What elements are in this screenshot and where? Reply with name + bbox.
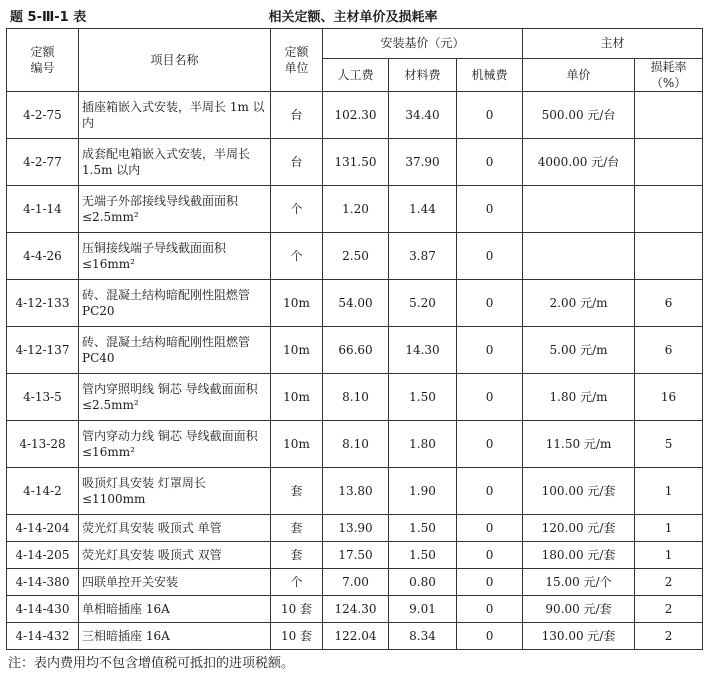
table-row — [7, 374, 703, 421]
material-cell: 1.50 — [389, 542, 457, 569]
labor-cell: 124.30 — [323, 596, 389, 623]
material-cell: 1.44 — [389, 186, 457, 233]
machine-cell: 0 — [457, 374, 523, 421]
code-cell: 4-14-432 — [7, 623, 79, 650]
name-cell: 无端子外部接线导线截面面积≤2.5mm² — [79, 186, 271, 233]
machine-cell: 0 — [457, 569, 523, 596]
material-cell: 1.80 — [389, 421, 457, 468]
loss-cell: 16 — [635, 374, 703, 421]
machine-cell: 0 — [457, 421, 523, 468]
loss-cell: 2 — [635, 596, 703, 623]
loss-cell: 6 — [635, 280, 703, 327]
loss-cell: 6 — [635, 327, 703, 374]
labor-cell: 1.20 — [323, 186, 389, 233]
code-cell: 4-14-204 — [7, 515, 79, 542]
header-row-1 — [7, 29, 703, 59]
price-cell: 5.00 元/m — [523, 327, 635, 374]
name-cell: 吸顶灯具安装 灯罩周长≤1100mm — [79, 468, 271, 515]
code-cell: 4-12-133 — [7, 280, 79, 327]
loss-cell: 1 — [635, 515, 703, 542]
loss-cell: 1 — [635, 542, 703, 569]
unit-cell: 套 — [271, 515, 323, 542]
price-cell: 1.80 元/m — [523, 374, 635, 421]
loss-cell: 5 — [635, 421, 703, 468]
material-cell: 1.50 — [389, 515, 457, 542]
loss-cell — [635, 92, 703, 139]
code-cell: 4-12-137 — [7, 327, 79, 374]
loss-cell — [635, 233, 703, 280]
loss-cell — [635, 139, 703, 186]
code-cell: 4-14-2 — [7, 468, 79, 515]
machine-cell: 0 — [457, 327, 523, 374]
price-cell: 4000.00 元/台 — [523, 139, 635, 186]
unit-cell: 10m — [271, 280, 323, 327]
name-cell: 三相暗插座 16A — [79, 623, 271, 650]
loss-cell: 2 — [635, 569, 703, 596]
labor-cell: 54.00 — [323, 280, 389, 327]
table-row — [7, 233, 703, 280]
price-cell: 2.00 元/m — [523, 280, 635, 327]
unit-cell: 10m — [271, 327, 323, 374]
machine-cell: 0 — [457, 468, 523, 515]
table-row — [7, 596, 703, 623]
material-cell: 37.90 — [389, 139, 457, 186]
quota-table — [6, 28, 703, 650]
unit-cell: 个 — [271, 233, 323, 280]
name-cell: 四联单控开关安装 — [79, 569, 271, 596]
material-cell: 9.01 — [389, 596, 457, 623]
name-cell: 压铜接线端子导线截面面积≤16mm² — [79, 233, 271, 280]
material-cell: 0.80 — [389, 569, 457, 596]
loss-cell — [635, 186, 703, 233]
price-cell — [523, 186, 635, 233]
price-cell: 15.00 元/个 — [523, 569, 635, 596]
labor-cell: 8.10 — [323, 421, 389, 468]
unit-cell: 10m — [271, 421, 323, 468]
header-code: 定额 编号 — [7, 29, 79, 92]
labor-cell: 17.50 — [323, 542, 389, 569]
loss-cell: 1 — [635, 468, 703, 515]
table-note: 注：表内费用均不包含增值税可抵扣的进项税额。 — [8, 656, 295, 671]
machine-cell: 0 — [457, 623, 523, 650]
labor-cell: 2.50 — [323, 233, 389, 280]
code-cell: 4-1-14 — [7, 186, 79, 233]
name-cell: 砖、混凝土结构暗配刚性阻燃管 PC40 — [79, 327, 271, 374]
labor-cell: 7.00 — [323, 569, 389, 596]
machine-cell: 0 — [457, 596, 523, 623]
header-main-group: 主材 — [523, 29, 703, 59]
table-row — [7, 327, 703, 374]
unit-cell: 个 — [271, 186, 323, 233]
unit-cell: 台 — [271, 139, 323, 186]
price-cell: 90.00 元/套 — [523, 596, 635, 623]
header-price: 单价 — [523, 59, 635, 92]
code-cell: 4-2-77 — [7, 139, 79, 186]
header-unit: 定额 单位 — [271, 29, 323, 92]
header-install-group: 安装基价（元） — [323, 29, 523, 59]
code-cell: 4-14-205 — [7, 542, 79, 569]
labor-cell: 66.60 — [323, 327, 389, 374]
machine-cell: 0 — [457, 280, 523, 327]
material-cell: 3.87 — [389, 233, 457, 280]
price-cell: 100.00 元/套 — [523, 468, 635, 515]
table-row — [7, 92, 703, 139]
unit-cell: 个 — [271, 569, 323, 596]
unit-cell: 10 套 — [271, 596, 323, 623]
unit-cell: 套 — [271, 542, 323, 569]
price-cell: 120.00 元/套 — [523, 515, 635, 542]
labor-cell: 13.90 — [323, 515, 389, 542]
name-cell: 单相暗插座 16A — [79, 596, 271, 623]
table-number: 题 5-Ⅲ-1 表 — [10, 10, 87, 25]
material-cell: 1.50 — [389, 374, 457, 421]
price-cell: 500.00 元/台 — [523, 92, 635, 139]
labor-cell: 122.04 — [323, 623, 389, 650]
table-row — [7, 280, 703, 327]
table-row — [7, 569, 703, 596]
table-row — [7, 623, 703, 650]
header-loss: 损耗率（%） — [635, 59, 703, 92]
header-name: 项目名称 — [79, 29, 271, 92]
material-cell: 34.40 — [389, 92, 457, 139]
table-title: 相关定额、主材单价及损耗率 — [268, 10, 438, 25]
table-caption — [6, 6, 700, 24]
price-cell: 11.50 元/m — [523, 421, 635, 468]
machine-cell: 0 — [457, 186, 523, 233]
code-cell: 4-4-26 — [7, 233, 79, 280]
table-row — [7, 139, 703, 186]
material-cell: 5.20 — [389, 280, 457, 327]
unit-cell: 套 — [271, 468, 323, 515]
table-row — [7, 186, 703, 233]
machine-cell: 0 — [457, 515, 523, 542]
code-cell: 4-2-75 — [7, 92, 79, 139]
machine-cell: 0 — [457, 92, 523, 139]
table-row — [7, 515, 703, 542]
table-row — [7, 542, 703, 569]
loss-cell: 2 — [635, 623, 703, 650]
header-material: 材料费 — [389, 59, 457, 92]
code-cell: 4-14-380 — [7, 569, 79, 596]
price-cell — [523, 233, 635, 280]
name-cell: 砖、混凝土结构暗配刚性阻燃管 PC20 — [79, 280, 271, 327]
name-cell: 荧光灯具安装 吸顶式 双管 — [79, 542, 271, 569]
name-cell: 管内穿动力线 铜芯 导线截面面积≤16mm² — [79, 421, 271, 468]
material-cell: 14.30 — [389, 327, 457, 374]
material-cell: 1.90 — [389, 468, 457, 515]
header-machine: 机械费 — [457, 59, 523, 92]
code-cell: 4-13-28 — [7, 421, 79, 468]
material-cell: 8.34 — [389, 623, 457, 650]
name-cell: 插座箱嵌入式安装，半周长 1m 以内 — [79, 92, 271, 139]
name-cell: 荧光灯具安装 吸顶式 单管 — [79, 515, 271, 542]
table-row — [7, 421, 703, 468]
code-cell: 4-13-5 — [7, 374, 79, 421]
labor-cell: 13.80 — [323, 468, 389, 515]
labor-cell: 8.10 — [323, 374, 389, 421]
labor-cell: 131.50 — [323, 139, 389, 186]
labor-cell: 102.30 — [323, 92, 389, 139]
name-cell: 管内穿照明线 铜芯 导线截面面积≤2.5mm² — [79, 374, 271, 421]
machine-cell: 0 — [457, 233, 523, 280]
header-labor: 人工费 — [323, 59, 389, 92]
table-row — [7, 468, 703, 515]
unit-cell: 10 套 — [271, 623, 323, 650]
machine-cell: 0 — [457, 542, 523, 569]
machine-cell: 0 — [457, 139, 523, 186]
unit-cell: 台 — [271, 92, 323, 139]
unit-cell: 10m — [271, 374, 323, 421]
code-cell: 4-14-430 — [7, 596, 79, 623]
price-cell: 130.00 元/套 — [523, 623, 635, 650]
name-cell: 成套配电箱嵌入式安装，半周长 1.5m 以内 — [79, 139, 271, 186]
price-cell: 180.00 元/套 — [523, 542, 635, 569]
